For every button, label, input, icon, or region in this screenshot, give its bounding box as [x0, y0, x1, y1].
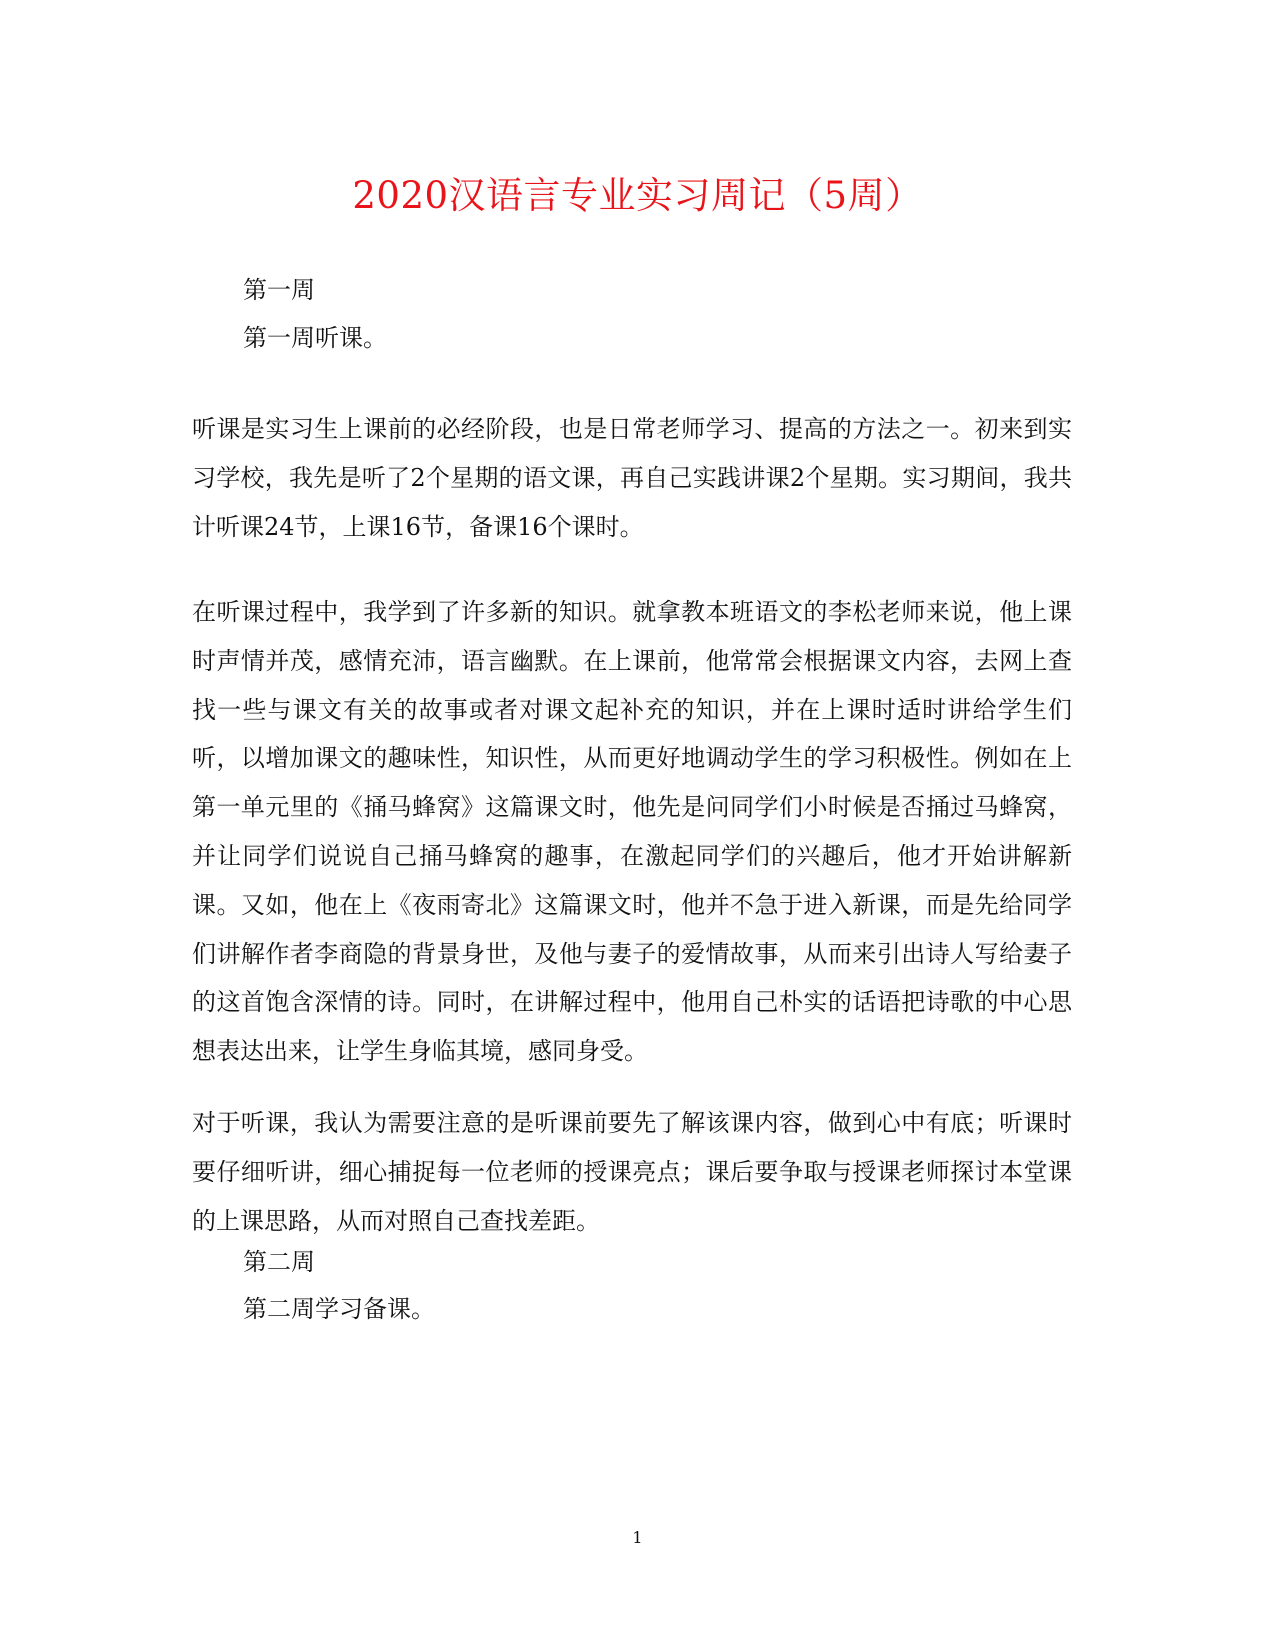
paragraph-1: 听课是实习生上课前的必经阶段，也是日常老师学习、提高的方法之一。初来到实习学校，我先是听了2个星期的语文课，再自己实践讲课2个星期。实习期间，我共计听课24节，上课16节，备课16个课时。: [192, 415, 1072, 541]
week1-heading: 第一周: [243, 276, 315, 304]
week2-heading: 第二周: [243, 1248, 315, 1276]
document-title: 2020汉语言专业实习周记（5周）: [352, 174, 923, 217]
paragraph-3: 对于听课，我认为需要注意的是听课前要先了解该课内容，做到心中有底；听课时要仔细听讲，细心捕捉每一位老师的授课亮点；课后要争取与授课老师探讨本堂课的上课思路，从而对照自己查找差距。: [192, 1109, 1072, 1235]
week1-subheading: 第一周听课。: [243, 324, 387, 352]
paragraph-2: 在听课过程中，我学到了许多新的知识。就拿教本班语文的李松老师来说，他上课时声情并茂，感情充沛，语言幽默。在上课前，他常常会根据课文内容，去网上查找一些与课文有关的故事或者对课文起补充的知识，并在上课时适时讲给学生们听，以增加课文的趣味性，知识性，从而更好地调动学生的学习积极性。例如在上第一单元里的《捅马蜂窝》这篇课文时，他先是问同学们小时候是否捅过马蜂窝，并让同学们说说自己捅马蜂窝的趣事，在激起同学们的兴趣后，他才开始讲解新课。又如，他在上《夜雨寄北》这篇课文时，他并不急于进入新课，而是先给同学们讲解作者李商隐的背景身世，及他与妻子的爱情故事，从而来引出诗人写给妻子的这首饱含深情的诗。同时，在讲解过程中，他用自己朴实的话语把诗歌的中心思想表达出来，让学生身临其境，感同身受。: [192, 598, 1072, 1066]
page-number: 1: [632, 1528, 643, 1547]
week2-subheading: 第二周学习备课。: [243, 1295, 435, 1323]
